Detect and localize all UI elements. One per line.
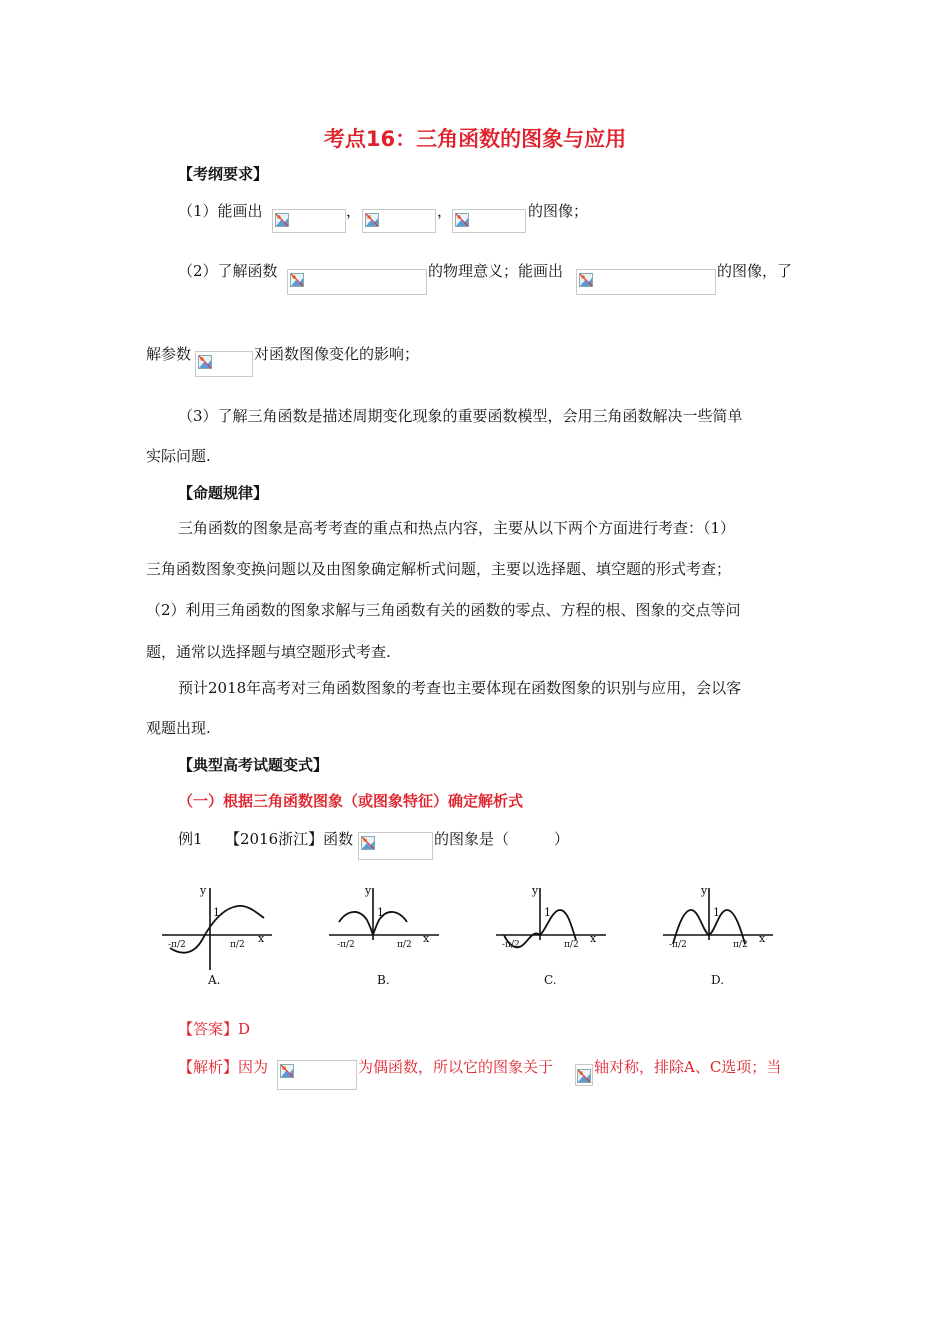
broken-image-icon bbox=[579, 273, 593, 287]
y-axis-label: y bbox=[532, 884, 539, 897]
example-source: 【2016浙江】函数 bbox=[225, 830, 354, 848]
law-line2: 三角函数图象变换问题以及由图象确定解析式问题，主要以选择题、填空题的形式考查； bbox=[146, 560, 732, 578]
section-heading-kaogang: 【考纲要求】 bbox=[178, 165, 269, 183]
section-heading-dianxing: 【典型高考试题变式】 bbox=[178, 756, 329, 774]
tick-label-one: 1 bbox=[377, 906, 384, 919]
broken-image-icon bbox=[455, 213, 469, 227]
predict-line1: 预计2018年高考对三角函数图象的考查也主要体现在函数图象的识别与应用，会以客 bbox=[178, 679, 742, 697]
tick-label-neg: -π/2 bbox=[669, 940, 687, 950]
y-axis-label: y bbox=[701, 884, 708, 897]
formula-image bbox=[576, 269, 716, 295]
tick-label-neg: -π/2 bbox=[168, 940, 186, 950]
req1-prefix: （1）能画出 bbox=[178, 202, 263, 220]
option-b-graph bbox=[327, 880, 447, 988]
req2-mid: 的物理意义；能画出 bbox=[428, 262, 564, 280]
formula-image bbox=[362, 209, 436, 233]
x-axis-label: x bbox=[423, 932, 430, 945]
example-label: 例1 bbox=[178, 830, 203, 848]
x-axis-label: x bbox=[258, 932, 265, 945]
req3-line1: （3）了解三角函数是描述周期变化现象的重要函数模型，会用三角函数解决一些简单 bbox=[178, 407, 743, 425]
formula-image bbox=[575, 1064, 593, 1086]
option-a-graph bbox=[160, 880, 280, 988]
broken-image-icon bbox=[280, 1064, 294, 1078]
option-letter: B. bbox=[377, 973, 390, 987]
req2-suffix: 的图像，了 bbox=[717, 262, 793, 280]
tick-label-pos: π/2 bbox=[230, 940, 245, 950]
broken-image-icon bbox=[198, 355, 212, 369]
section-heading-mingti: 【命题规律】 bbox=[178, 484, 269, 502]
broken-image-icon bbox=[361, 836, 375, 850]
analysis-prefix: 【解析】因为 bbox=[178, 1058, 269, 1076]
option-d-graph bbox=[661, 880, 781, 988]
req1-suffix: 的图像； bbox=[528, 202, 589, 220]
option-letter: C. bbox=[544, 973, 557, 987]
tick-label-one: 1 bbox=[713, 906, 720, 919]
law-line3: （2）利用三角函数的图象求解与三角函数有关的函数的零点、方程的根、图象的交点等问 bbox=[146, 601, 741, 619]
req2-line2-suffix: 对函数图像变化的影响； bbox=[254, 345, 420, 363]
tick-label-pos: π/2 bbox=[564, 940, 579, 950]
req1-sep1: ， bbox=[346, 202, 362, 220]
example-suffix: 的图象是（ ） bbox=[434, 830, 570, 848]
formula-image bbox=[277, 1060, 357, 1090]
x-axis-label: x bbox=[590, 932, 597, 945]
tick-label-pos: π/2 bbox=[397, 940, 412, 950]
y-axis-label: y bbox=[365, 884, 372, 897]
answer-line: 【答案】D bbox=[178, 1020, 251, 1038]
formula-image bbox=[452, 209, 526, 233]
analysis-mid: 为偶函数，所以它的图象关于 bbox=[358, 1058, 554, 1076]
analysis-suffix: 轴对称，排除A、C选项；当 bbox=[594, 1058, 782, 1076]
broken-image-icon bbox=[275, 213, 289, 227]
req2-prefix: （2）了解函数 bbox=[178, 262, 278, 280]
page-title: 考点16：三角函数的图象与应用 bbox=[323, 127, 627, 151]
tick-label-one: 1 bbox=[544, 906, 551, 919]
req3-line2: 实际问题. bbox=[146, 447, 211, 465]
broken-image-icon bbox=[365, 213, 379, 227]
law-line1: 三角函数的图象是高考考查的重点和热点内容，主要从以下两个方面进行考查：（1） bbox=[178, 519, 736, 537]
subsection-title: （一）根据三角函数图象（或图象特征）确定解析式 bbox=[178, 792, 524, 810]
formula-image bbox=[195, 351, 253, 377]
predict-line2: 观题出现. bbox=[146, 719, 211, 737]
broken-image-icon bbox=[577, 1069, 591, 1083]
req1-sep2: ， bbox=[437, 202, 453, 220]
req2-line2-prefix: 解参数 bbox=[146, 345, 192, 363]
x-axis-label: x bbox=[759, 932, 766, 945]
formula-image bbox=[358, 832, 433, 860]
y-axis-label: y bbox=[200, 884, 207, 897]
formula-image bbox=[272, 209, 346, 233]
tick-label-one: 1 bbox=[213, 906, 220, 919]
option-letter: A. bbox=[208, 973, 221, 987]
tick-label-neg: -π/2 bbox=[502, 940, 520, 950]
broken-image-icon bbox=[290, 273, 304, 287]
option-c-graph bbox=[494, 880, 614, 988]
formula-image bbox=[287, 269, 427, 295]
option-letter: D. bbox=[711, 973, 725, 987]
tick-label-pos: π/2 bbox=[733, 940, 748, 950]
tick-label-neg: -π/2 bbox=[337, 940, 355, 950]
law-line4: 题，通常以选择题与填空题形式考查. bbox=[146, 643, 391, 661]
